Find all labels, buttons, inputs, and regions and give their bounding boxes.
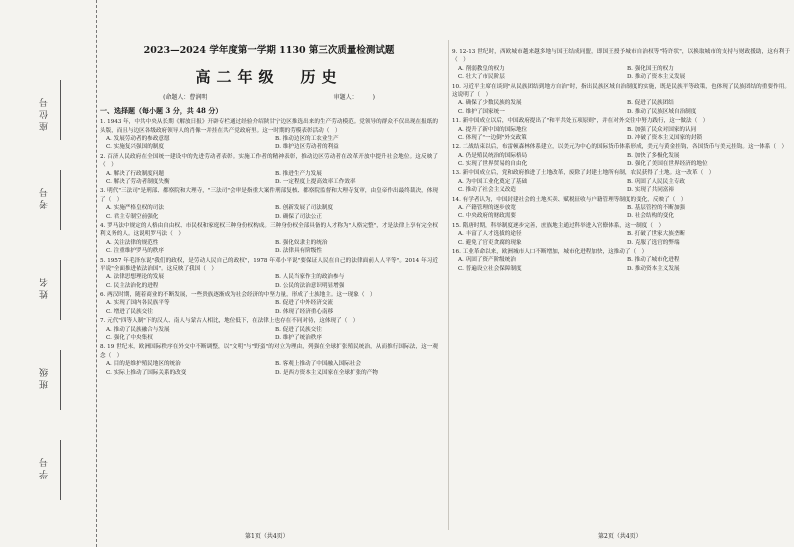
question-item (100, 153, 438, 187)
option-grid (100, 273, 438, 290)
question-stem: 11. 新中国成立以后，中国政府提出了"和平共处五项原则"，并在对外交往中努力践行，这一做法（ ） (452, 118, 709, 125)
question-stem: 4. 罗马法中规定的人格由自由权、市民权和家庭权三种身份权构成。三种身份权全部具备的人才称为"人格完整"，才是法律上享有完全权利义务的人。这说明罗马法（ ） (100, 222, 438, 238)
answer-option: B. 促进了中外经济交流 (275, 300, 334, 307)
question-item (452, 143, 790, 168)
question-stem: 6. 两汉时期，随着商业的不断发展，一些贵族逐渐成为社会经济的中坚力量，形成了士族地主。这一现象（ ） (100, 292, 376, 299)
question-stem: 12. 二战结束以后，布雷顿森林体系建立，以美元为中心的国际货币体系形成，美元与黄金挂钩，各国货币与美元挂钩。这一体系（ ） (452, 144, 788, 151)
answer-option: A. 发展劳动者的参政意愿 (106, 136, 170, 143)
question-item (452, 169, 790, 194)
answer-option: C. 壮大了市民阶层 (458, 74, 505, 81)
answer-option: A. 目的是维护殖民地区的统治 (106, 361, 181, 368)
answer-option: B. 加快了多极化发展 (627, 152, 680, 159)
answer-option: D. 推动资本主义发展 (627, 265, 680, 272)
question-stem: 8. 19 世纪末，欧洲国际秩序在外交中不断调整，以"文明"与"野蛮"的对立为理由，列强在全球扩张殖民统治，从而推行国际法，这一观念（ ） (100, 344, 438, 359)
answer-option: D. 体现了经济重心南移 (275, 308, 334, 315)
question-stem: 14. 有学者认为，中国封建社会的土地买卖、赋税征收与户籍管理等制度的变化，反映了（ ） (452, 196, 687, 203)
binding-line (60, 80, 61, 140)
answer-option: A. 推动了民族融合与发展 (106, 326, 170, 333)
answer-option: A. 提升了新中国的国际地位 (458, 126, 528, 133)
question-stem: 16. 工业革命以来，欧洲城市人口不断增加，城市化进程加快，这推动了（ ） (452, 248, 648, 255)
answer-option: C. 君主专制空前强化 (106, 213, 159, 220)
binding-line (60, 260, 61, 320)
section-heading: 一、选择题（每小题 3 分，共 48 分） (100, 105, 223, 115)
answer-option: A. 解决了行政制度问题 (106, 170, 164, 177)
subject-title: 高二年级 历史 (195, 68, 343, 87)
answer-option: D. 推动了资本主义发展 (627, 74, 686, 81)
answer-option: B. 基层管控的不断加强 (627, 205, 686, 212)
answer-option: C. 实施复兴强国的制度 (106, 144, 164, 151)
answer-option: A. 削弱教皇的权力 (458, 65, 505, 72)
question-stem: 5. 1957 年毛泽东说"我们的政权，是劳动人民自己的政权"，1978 年邓小平说"要保证人民在自己的法律面前人人平等"。2014 年习近平说"全面推进依法治国"。这反映了我国（ ） (100, 257, 438, 272)
answer-option: D. 法律具有阶级性 (275, 248, 322, 255)
binding-label-student-no: 学号 (40, 455, 50, 479)
option-grid (100, 204, 438, 221)
question-item (452, 222, 790, 247)
answer-option: B. 打破了世家大族垄断 (627, 231, 686, 238)
question-item (100, 343, 438, 377)
answer-option: D. 维护了统治秩序 (275, 335, 322, 342)
question-item (100, 317, 438, 342)
page-divider (448, 40, 449, 530)
answer-option: C. 解决了劳动者制度失衡 (106, 178, 170, 185)
option-grid (452, 256, 790, 273)
answer-option: D. 克服了选官的弊端 (627, 239, 680, 246)
option-grid (100, 326, 438, 343)
answer-option: B. 推进生产力发展 (275, 170, 322, 177)
binding-strip (0, 0, 97, 547)
answer-option: C. 普遍设立社会保障制度 (458, 265, 522, 272)
answer-option: B. 人民当家作主的政治参与 (275, 274, 345, 281)
question-item (452, 248, 790, 273)
answer-option: D. 一定程度上提高效率工作效率 (275, 178, 356, 185)
exam-title: 2023—2024 学年度第一学期 1130 第三次质量检测试题 (143, 45, 395, 56)
answer-option: B. 促进了民族团结 (627, 100, 674, 107)
option-grid (100, 135, 438, 152)
answer-option: A. 仍是殖民统治的国际格局 (458, 152, 528, 159)
option-grid (452, 65, 790, 82)
question-item (452, 83, 790, 117)
answer-option: A. 确保了少数民族的发展 (458, 100, 522, 107)
answer-option: D. 冲破了资本主义国家的封锁 (627, 134, 702, 141)
question-stem: 10. 习近平主席在谈到"从民族团结到地方自治"时，指出民族区域自治制度的实施，既是民族平等政策，也体现了民族团结的重要作用。这说明了（ ） (452, 83, 790, 98)
reviewer: 审题人： ) (333, 93, 375, 101)
answer-option: C. 中央政府的财政需要 (458, 213, 516, 220)
question-stem: 7. 元代"四等人制"下的汉人、南人与蒙古人相比，地位低下，在法律上也存在不同对待，这体现了（ ） (100, 318, 359, 325)
option-grid (452, 152, 790, 169)
answer-option: D. 社会结构的变化 (627, 213, 674, 220)
answer-option: D. 实现了共同富裕 (627, 187, 674, 194)
question-item (452, 117, 790, 142)
binding-line (60, 170, 61, 230)
answer-option: B. 推动边区的工农业生产 (275, 136, 339, 143)
setter: (命题人：曹润明 (163, 93, 208, 101)
question-stem: 9. 12-13 世纪时，西欧城市越来越多地与国王结成同盟，即国王授予城市自治权等"特许状"，以换取城市的支持与财政援助，这有利于（ ） (452, 49, 790, 64)
answer-option: C. 维护了国家统一 (458, 108, 505, 115)
question-stem: 13. 新中国成立后，党和政府推进了土地改革，废除了封建土地所有制，农民获得了土地。这一改革（ ） (452, 170, 715, 177)
answer-option: C. 民主法治化的进程 (106, 282, 159, 289)
option-grid (100, 360, 438, 377)
binding-label-seat: 座位号 (40, 95, 50, 131)
answer-option: A. 产籍管理的逐步放宽 (458, 205, 516, 212)
option-grid (452, 99, 790, 116)
page-two (452, 48, 790, 274)
answer-option: B. 强化奴隶主的统治 (275, 239, 328, 246)
question-item (100, 222, 438, 256)
question-item (100, 291, 438, 316)
question-item (452, 48, 790, 82)
answer-option: A. 法律思想理论的发展 (106, 274, 164, 281)
page-footer: 第2页（共4页） (598, 533, 642, 540)
question-list (452, 48, 790, 273)
answer-option: D. 推动了民族区域自治制度 (627, 108, 697, 115)
answer-option: B. 客观上推动了中国融入国际社会 (275, 361, 361, 368)
answer-option: A. 关注法律的规范性 (106, 239, 159, 246)
question-stem: 1. 1943 年，中共中央从长期《解放日报》开辟专栏通过经验介绍陕甘宁边区推选出来的生产劳动模范。党领导的群众不仅出现在报纸的头版，而且与边区各级政府领导人的肖像一并挂在共产党政府里。这一时期的劳模表彰活动（ ） (100, 119, 438, 134)
option-grid (452, 230, 790, 247)
answer-option: C. 增进了民族交往 (106, 308, 153, 315)
answer-option: D. 公民的法治意识明显增强 (275, 282, 345, 289)
option-grid (100, 170, 438, 187)
answer-option: D. 维护边区劳动者的利益 (275, 144, 339, 151)
binding-label-class: 班级 (40, 365, 50, 389)
binding-line (60, 350, 61, 410)
binding-line (60, 440, 61, 500)
option-grid (100, 299, 438, 316)
question-item (100, 187, 438, 221)
answer-option: C. 注重维护罗马的秩序 (106, 248, 164, 255)
answer-option: B. 创新发展了司法制度 (275, 205, 334, 212)
page-footer: 第1页（共4页） (245, 533, 289, 540)
answer-option: B. 促进了民族交往 (275, 326, 322, 333)
answer-option: B. 强化国王的权力 (627, 65, 674, 72)
answer-option: A. 丰富了人才选拔的途径 (458, 231, 522, 238)
option-grid (100, 239, 438, 256)
question-item (100, 257, 438, 291)
question-stem: 3. 明代"三法司"是刑部、都察院和大理寺，"三法司"会审是指重大案件刑部复核、都察院监督和大理寺复审，由皇帝作出最终裁决，体现了（ ） (100, 188, 438, 203)
answer-option: C. 强化了中央集权 (106, 335, 153, 342)
answer-option: B. 巩固了人民民主专政 (627, 178, 686, 185)
answer-option: A. 实施严格皇权的司法 (106, 205, 164, 212)
answer-option: D. 确保了司法公正 (275, 213, 322, 220)
binding-label-exam-no: 考号 (40, 185, 50, 209)
answer-option: D. 是西方资本主义国家在全球扩张的产物 (275, 369, 378, 376)
answer-option: B. 推动了城市化进程 (627, 257, 680, 264)
option-grid (452, 204, 790, 221)
question-item (452, 196, 790, 221)
answer-option: A. 为中国工业化奠定了基础 (458, 178, 528, 185)
answer-option: C. 实现了世界贸易的自由化 (458, 161, 528, 168)
answer-option: C. 体现了"一边倒"外交政策 (458, 134, 527, 141)
answer-option: C. 推动了社会主义改造 (458, 187, 516, 194)
question-list (100, 118, 438, 377)
answer-option: C. 避免了官吏贪腐的现象 (458, 239, 522, 246)
answer-option: D. 强化了美国在世界经济的地位 (627, 161, 708, 168)
answer-option: A. 巩固了资产阶级统治 (458, 257, 516, 264)
question-stem: 15. 隋唐时期，科举制度逐步完善，庶族地主通过科举进入官僚体系，这一制度（ ） (452, 222, 665, 229)
option-grid (452, 178, 790, 195)
page-one (100, 44, 438, 378)
answer-option: C. 实际上推动了国际关系的改变 (106, 369, 187, 376)
answer-option: A. 实现了国内各民族平等 (106, 300, 170, 307)
question-stem: 2. 百济人民政府在全国统一建设中的先进劳动者表彰。实施工作者的精神表彰，推动边区劳动者在改革开放中提升社会地位。这反映了（ ） (100, 153, 438, 169)
question-item (100, 118, 438, 152)
answer-option: B. 加强了民众对国家的认同 (627, 126, 697, 133)
author-line (100, 93, 438, 102)
binding-label-name: 姓名 (40, 275, 50, 299)
option-grid (452, 126, 790, 143)
